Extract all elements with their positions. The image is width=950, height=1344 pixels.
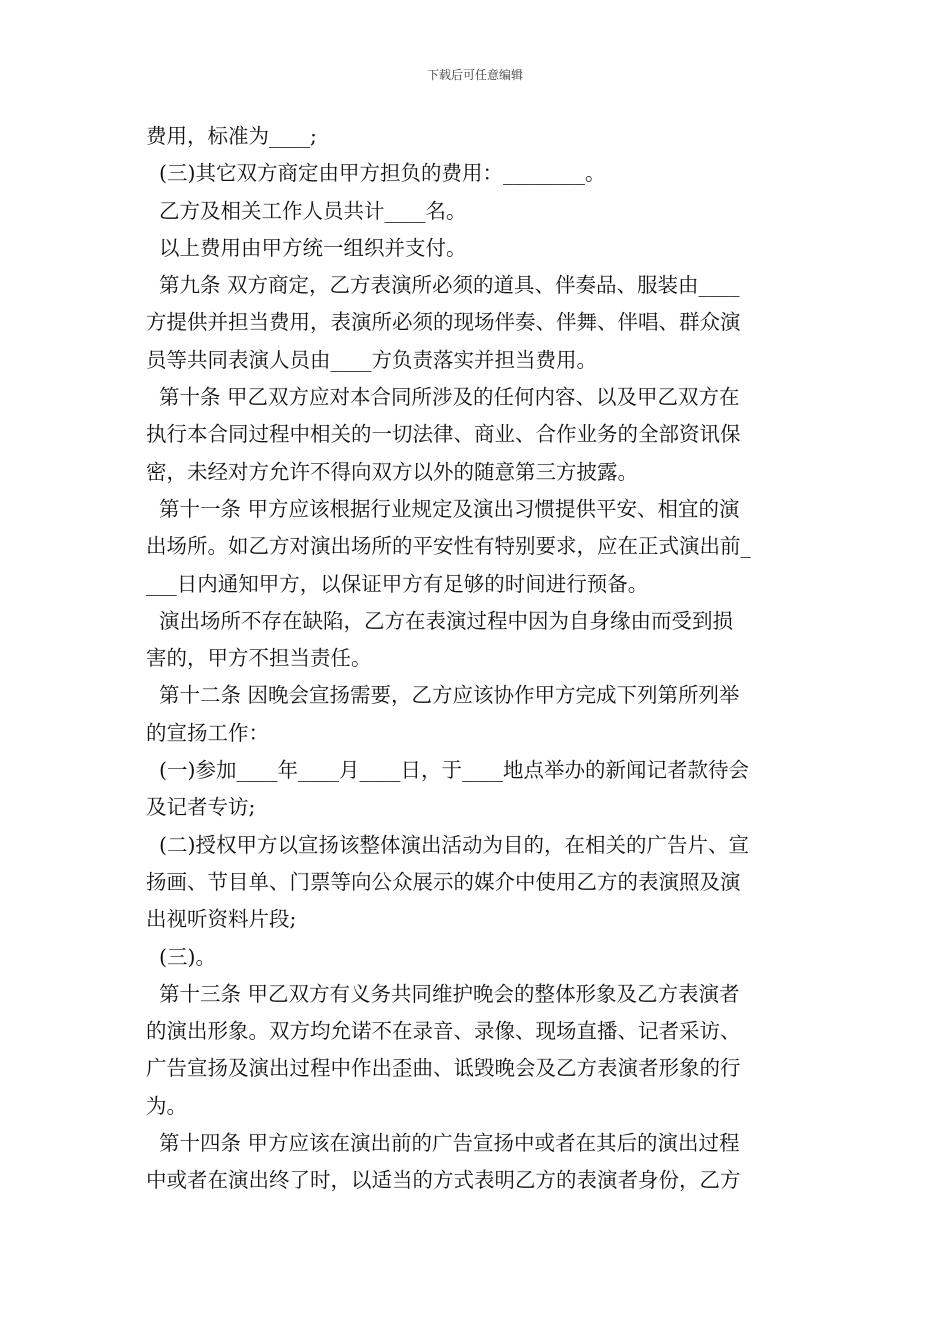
text-line: 中或者在演出终了时，以适当的方式表明乙方的表演者身份，乙方 [146, 1168, 741, 1193]
text-line: 第十一条 甲方应该根据行业规定及演出习惯提供平安、相宜的演 [146, 496, 740, 521]
text-line: (一)参加____年____月____日，于____地点举办的新闻记者款待会 [146, 758, 750, 783]
text-line: 的宣扬工作： [146, 720, 269, 745]
text-line: 第十条 甲乙双方应对本合同所涉及的任何内容、以及甲乙双方在 [146, 385, 740, 410]
text-line: 第九条 双方商定，乙方表演所必须的道具、伴奏品、服装由____ [146, 273, 740, 298]
text-line: 的演出形象。双方均允诺不在录音、录像、现场直播、记者采访、 [146, 1019, 741, 1044]
text-line: (三)。 [146, 944, 217, 969]
text-line: 出场所。如乙方对演出场所的平安性有特别要求，应在正式演出前_ [146, 534, 751, 559]
text-line: 第十三条 甲乙双方有义务共同维护晚会的整体形象及乙方表演者 [146, 981, 740, 1006]
document-body [146, 118, 810, 1200]
text-line: (三)其它双方商定由甲方担负的费用：________。 [146, 161, 606, 186]
text-line: 以上费用由甲方统一组织并支付。 [146, 235, 467, 260]
text-line: 乙方及相关工作人员共计____名。 [146, 198, 467, 223]
text-line: 为。 [146, 1093, 187, 1118]
text-line: 第十二条 因晚会宣扬需要，乙方应该协作甲方完成下列第所列举 [146, 683, 740, 708]
text-line: 广告宣扬及演出过程中作出歪曲、诋毁晚会及乙方表演者形象的行 [146, 1056, 741, 1081]
text-line: ___日内通知甲方，以保证甲方有足够的时间进行预备。 [146, 571, 649, 596]
text-line: 执行本合同过程中相关的一切法律、商业、合作业务的全部资讯保 [146, 422, 741, 447]
text-line: 演出场所不存在缺陷，乙方在表演过程中因为自身缘由而受到损 [146, 608, 734, 633]
text-line: 出视听资料片段; [146, 907, 297, 932]
text-line: 扬画、节目单、门票等向公众展示的媒介中使用乙方的表演照及演 [146, 869, 741, 894]
text-line: 方提供并担当费用，表演所必须的现场伴奏、伴舞、伴唱、群众演 [146, 310, 741, 335]
text-line: 员等共同表演人员由____方负责落实并担当费用。 [146, 347, 597, 372]
text-line: 及记者专访; [146, 795, 256, 820]
text-line: 第十四条 甲方应该在演出前的广告宣扬中或者在其后的演出过程 [146, 1131, 740, 1156]
page-header: 下载后可任意编辑 [426, 68, 523, 82]
text-line: 密，未经对方允许不得向双方以外的随意第三方披露。 [146, 459, 638, 484]
text-line: (二)授权甲方以宣扬该整体演出活动为目的，在相关的广告片、宣 [146, 832, 750, 857]
text-line: 费用，标准为____; [146, 124, 317, 148]
text-line: 害的，甲方不担当责任。 [146, 646, 372, 671]
